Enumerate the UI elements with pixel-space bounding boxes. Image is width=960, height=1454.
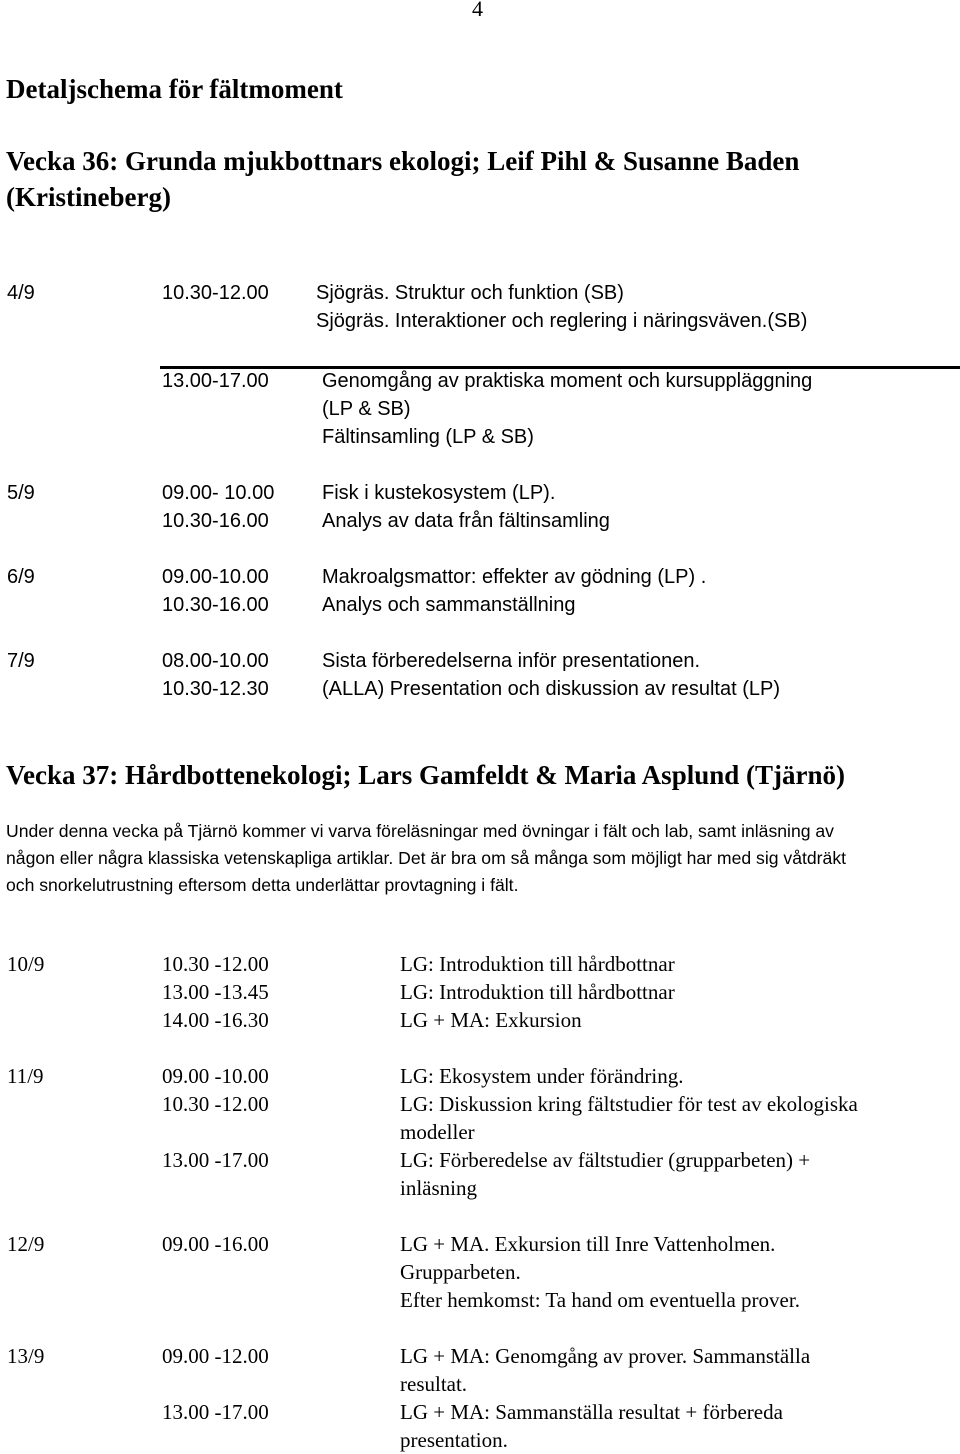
schedule-date: 7/9 — [7, 650, 35, 672]
page-title: Detaljschema för fältmoment — [6, 74, 343, 104]
schedule-row — [0, 950, 960, 978]
schedule-row — [0, 1286, 960, 1314]
schedule-row — [0, 1118, 960, 1146]
schedule-activity: (LP & SB) — [322, 398, 411, 420]
schedule-activity: LG: Diskussion kring fältstudier för test av ekologiska — [400, 1092, 858, 1116]
schedule-row — [0, 308, 960, 336]
schedule-activity: Analys och sammanställning — [322, 594, 576, 616]
schedule-time: 10.30 -12.00 — [162, 952, 269, 976]
schedule-activity: Analys av data från fältinsamling — [322, 510, 610, 532]
schedule-activity: Fisk i kustekosystem (LP). — [322, 482, 556, 504]
schedule-time: 13.00 -17.00 — [162, 1148, 269, 1172]
schedule-time: 09.00 -16.00 — [162, 1232, 269, 1256]
schedule-date: 5/9 — [7, 482, 35, 504]
schedule-row — [0, 978, 960, 1006]
intro-line: någon eller några klassiska vetenskapliga artiklar. Det är bra om så många som möjligt har med sig våtdräkt — [6, 848, 847, 868]
schedule-date: 11/9 — [7, 1064, 44, 1088]
schedule-row — [0, 280, 960, 308]
schedule-activity: LG: Förberedelse av fältstudier (grupparbeten) + — [400, 1148, 811, 1172]
schedule-row — [0, 508, 960, 536]
schedule-time: 09.00-10.00 — [162, 566, 269, 588]
schedule-activity: Genomgång av praktiska moment och kursuppläggning — [322, 370, 813, 392]
schedule-spacer — [0, 1314, 960, 1342]
schedule-activity: presentation. — [400, 1428, 508, 1452]
schedule-spacer — [0, 452, 960, 480]
schedule-row — [0, 676, 960, 704]
intro-line: och snorkelutrustning eftersom detta underlättar provtagning i fält. — [6, 875, 519, 895]
schedule-activity: modeller — [400, 1120, 475, 1144]
schedule-row — [0, 424, 960, 452]
schedule-date: 4/9 — [7, 282, 35, 304]
week37-intro — [6, 818, 956, 899]
schedule-date: 6/9 — [7, 566, 35, 588]
schedule-activity: inläsning — [400, 1176, 477, 1200]
schedule-row — [0, 480, 960, 508]
week36-heading: Vecka 36: Grunda mjukbottnars ekologi; Leif Pihl & Susanne Baden — [6, 146, 800, 176]
schedule-row — [0, 1146, 960, 1174]
schedule-time: 10.30-12.00 — [162, 282, 269, 304]
schedule-time: 10.30-12.30 — [162, 678, 269, 700]
schedule-spacer — [0, 536, 960, 564]
schedule-time: 08.00-10.00 — [162, 650, 269, 672]
schedule-row — [0, 592, 960, 620]
schedule-activity: Fältinsamling (LP & SB) — [322, 426, 534, 448]
intro-line: Under denna vecka på Tjärnö kommer vi varva föreläsningar med övningar i fält och lab, samt inläsning av — [6, 821, 834, 841]
page-number: 4 — [472, 0, 483, 21]
schedule-row — [0, 396, 960, 424]
schedule-time: 13.00-17.00 — [162, 370, 269, 392]
schedule-time: 10.30-16.00 — [162, 510, 269, 532]
week36-schedule-part2 — [0, 368, 960, 704]
schedule-row — [0, 1370, 960, 1398]
schedule-activity: LG: Ekosystem under förändring. — [400, 1064, 684, 1088]
schedule-row — [0, 1174, 960, 1202]
schedule-row — [0, 648, 960, 676]
schedule-spacer — [0, 1034, 960, 1062]
schedule-time: 14.00 -16.30 — [162, 1008, 269, 1032]
schedule-row — [0, 1006, 960, 1034]
schedule-activity: Sjögräs. Struktur och funktion (SB) — [316, 282, 624, 304]
schedule-activity: Sista förberedelserna inför presentationen. — [322, 650, 701, 672]
schedule-time: 13.00 -17.00 — [162, 1400, 269, 1424]
schedule-activity: LG: Introduktion till hårdbottnar — [400, 980, 675, 1004]
schedule-time: 13.00 -13.45 — [162, 980, 269, 1004]
schedule-row — [0, 1062, 960, 1090]
schedule-time: 09.00 -10.00 — [162, 1064, 269, 1088]
schedule-activity: LG: Introduktion till hårdbottnar — [400, 952, 675, 976]
schedule-time: 09.00- 10.00 — [162, 482, 275, 504]
schedule-activity: LG + MA: Sammanställa resultat + förbereda — [400, 1400, 783, 1424]
schedule-date: 10/9 — [7, 952, 45, 976]
week37-schedule — [0, 950, 960, 1454]
schedule-activity: LG + MA: Exkursion — [400, 1008, 582, 1032]
week37-heading: Vecka 37: Hårdbottenekologi; Lars Gamfeldt & Maria Asplund (Tjärnö) — [6, 760, 845, 790]
schedule-row — [0, 1426, 960, 1454]
week36-schedule-part1 — [0, 280, 960, 336]
schedule-row — [0, 1258, 960, 1286]
schedule-row — [0, 1342, 960, 1370]
schedule-row — [0, 564, 960, 592]
schedule-spacer — [0, 1202, 960, 1230]
schedule-row — [0, 1230, 960, 1258]
schedule-time: 09.00 -12.00 — [162, 1344, 269, 1368]
schedule-activity: Sjögräs. Interaktioner och reglering i näringsväven.(SB) — [316, 310, 808, 332]
schedule-date: 13/9 — [7, 1344, 45, 1368]
week36-heading-cont: (Kristineberg) — [6, 182, 171, 212]
schedule-row — [0, 1090, 960, 1118]
schedule-activity: LG + MA: Genomgång av prover. Sammanställa — [400, 1344, 811, 1368]
schedule-row — [0, 1398, 960, 1426]
schedule-date: 12/9 — [7, 1232, 45, 1256]
schedule-activity: Grupparbeten. — [400, 1260, 521, 1284]
schedule-activity: Efter hemkomst: Ta hand om eventuella prover. — [400, 1288, 800, 1312]
schedule-activity: (ALLA) Presentation och diskussion av resultat (LP) — [322, 678, 780, 700]
schedule-activity: LG + MA. Exkursion till Inre Vattenholmen. — [400, 1232, 776, 1256]
schedule-activity: resultat. — [400, 1372, 468, 1396]
schedule-time: 10.30-16.00 — [162, 594, 269, 616]
schedule-spacer — [0, 620, 960, 648]
schedule-activity: Makroalgsmattor: effekter av gödning (LP) . — [322, 566, 707, 588]
schedule-row — [0, 368, 960, 396]
schedule-time: 10.30 -12.00 — [162, 1092, 269, 1116]
